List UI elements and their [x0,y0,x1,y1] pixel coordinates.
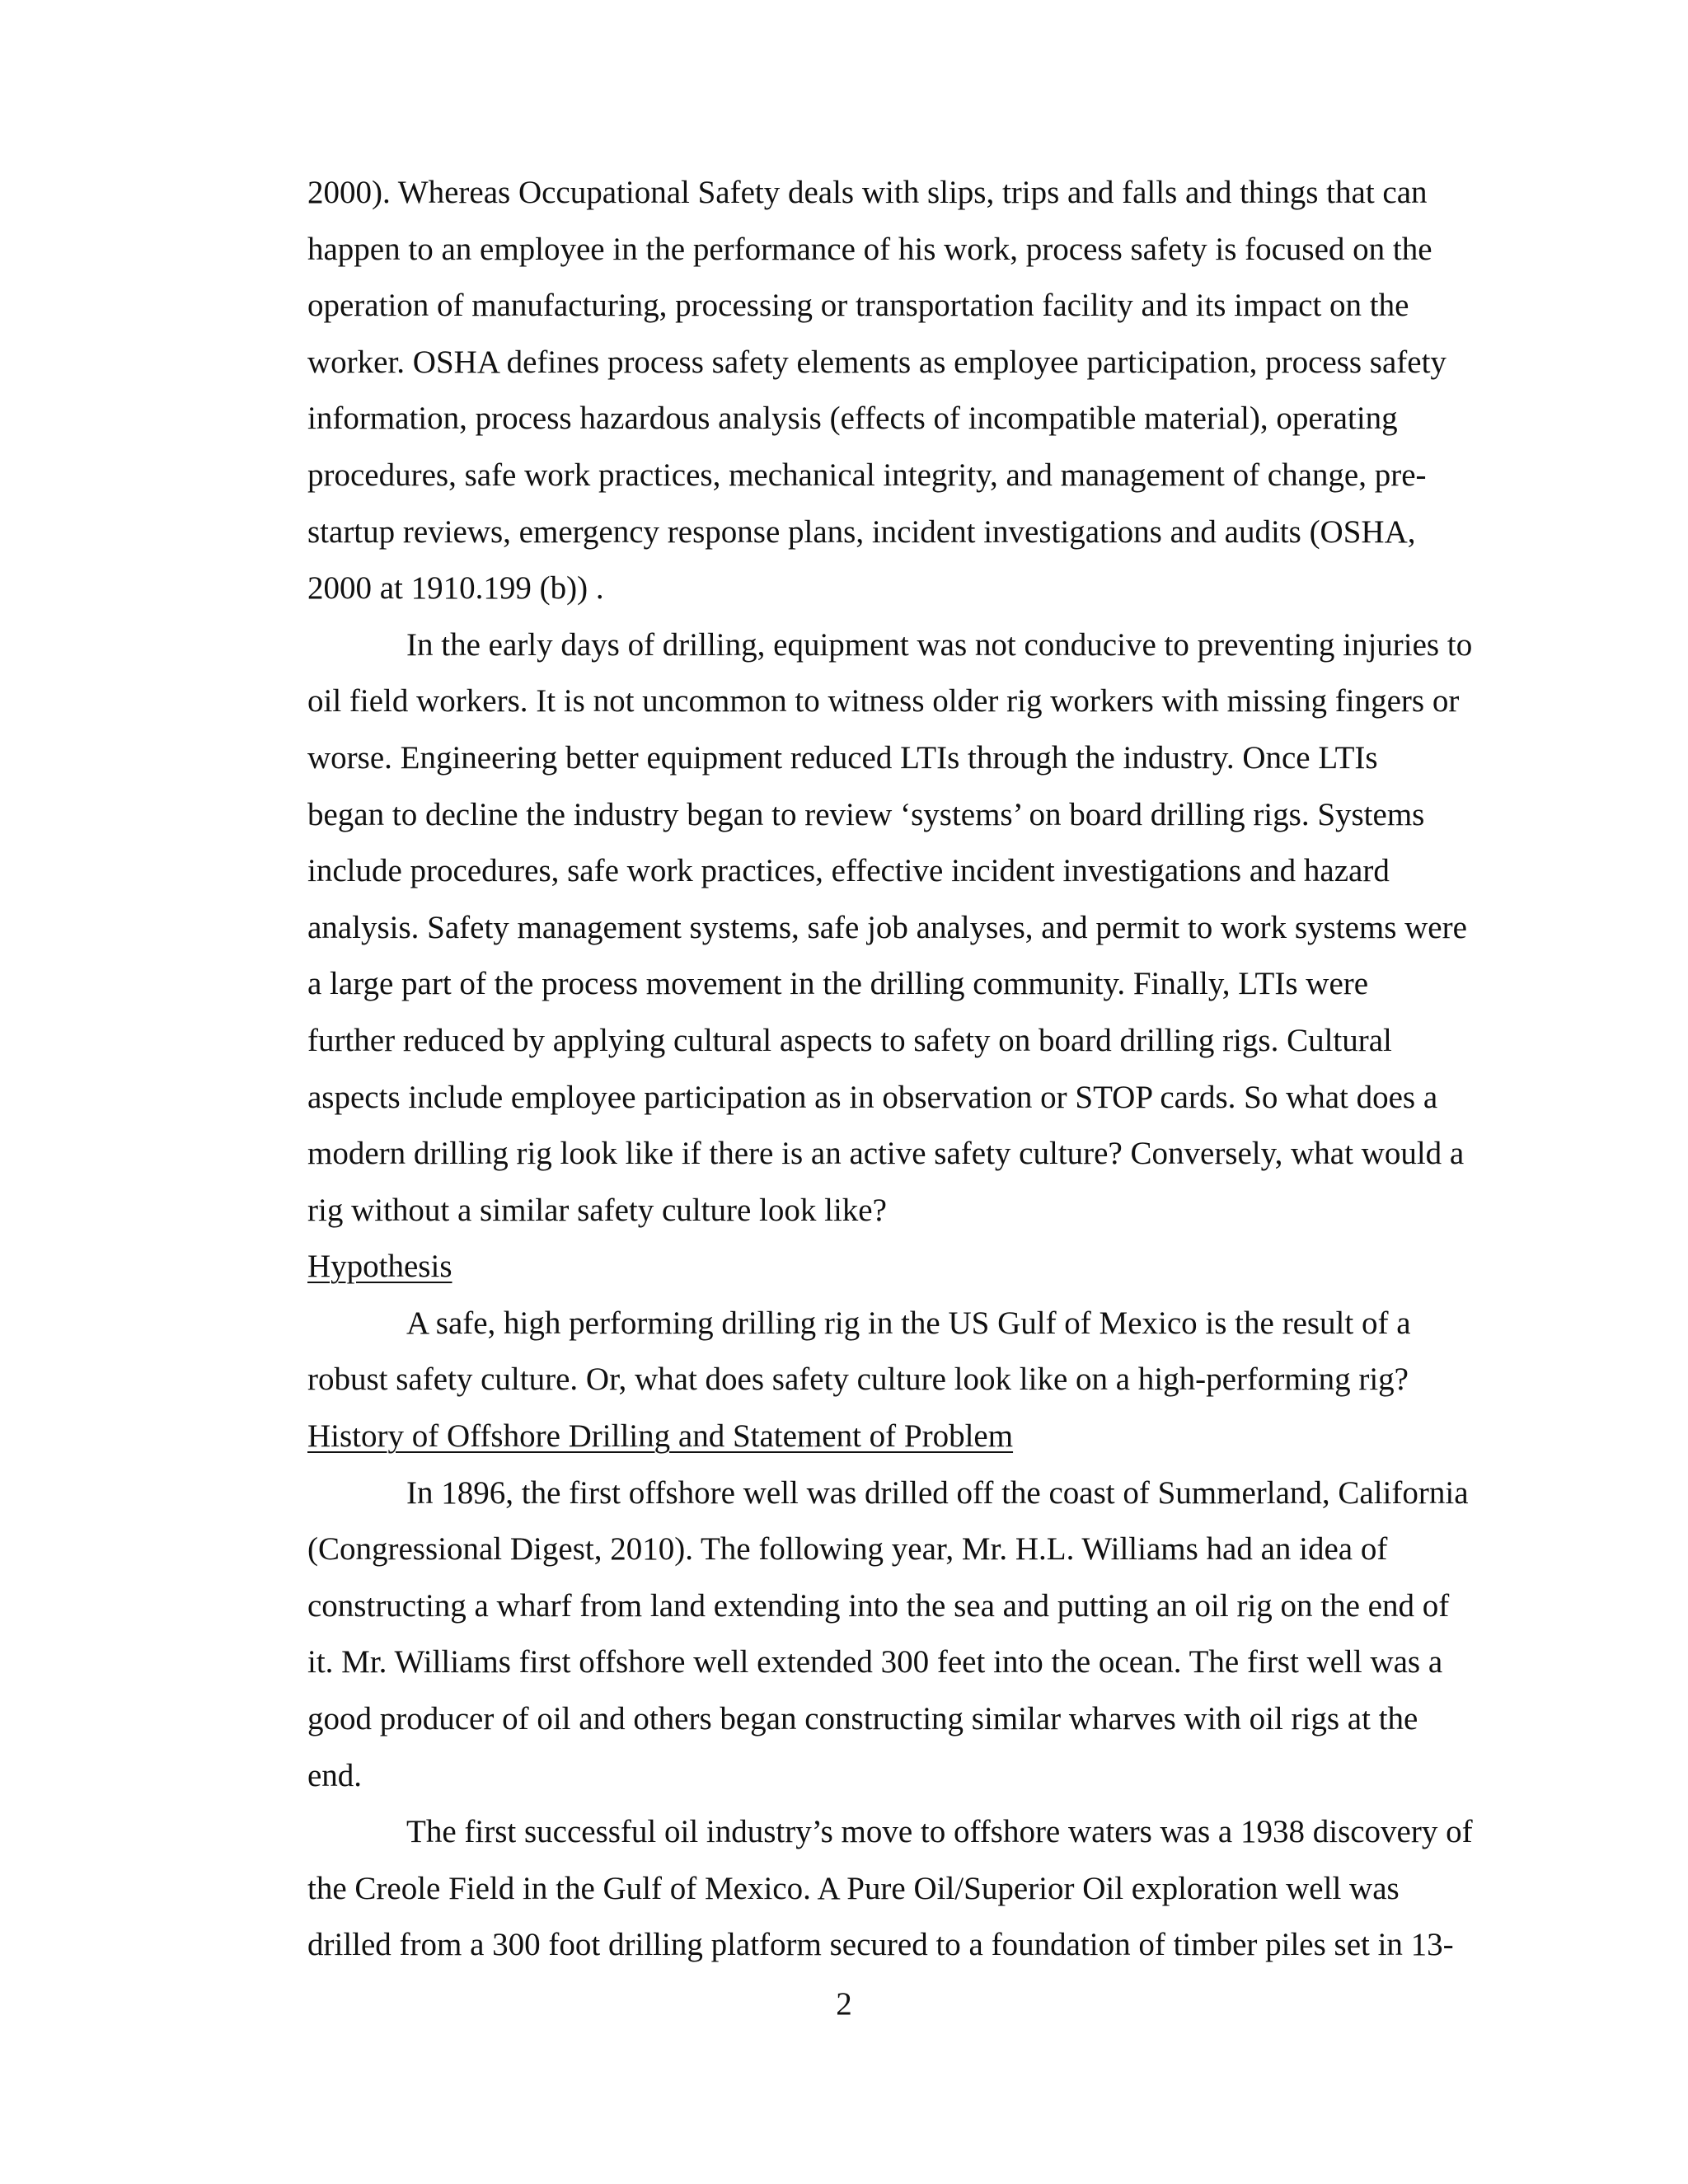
section-heading-text: Hypothesis [307,1249,452,1285]
text-line: include procedures, safe work practices, effective incident investigations and hazard [307,853,1390,889]
text-line: the Creole Field in the Gulf of Mexico. A Pure Oil/Superior Oil exploration well was [307,1870,1400,1906]
text-line: oil field workers. It is not uncommon to witness older rig workers with missing fingers or [307,683,1460,719]
text-line: In 1896, the first offshore well was drilled off the coast of Summerland, California [406,1474,1469,1511]
text-line: operation of manufacturing, processing or transportation facility and its impact on the [307,288,1409,324]
text-line: aspects include employee participation as in observation or STOP cards. So what does a [307,1079,1438,1115]
text-line: (Congressional Digest, 2010). The following year, Mr. H.L. Williams had an idea of [307,1531,1388,1568]
text-line: robust safety culture. Or, what does safety culture look like on a high-performing rig? [307,1361,1409,1398]
section-heading-hypothesis [307,1239,1515,1296]
text-line: The first successful oil industry’s move to offshore waters was a 1938 discovery of [406,1814,1473,1850]
text-line: modern drilling rig look like if there is an active safety culture? Conversely, what would a [307,1136,1465,1172]
text-line: 2000). Whereas Occupational Safety deals with slips, trips and falls and things that can [307,175,1428,210]
section-heading-text: History of Offshore Drilling and Statement of Problem [307,1418,1014,1455]
text-line: it. Mr. Williams first offshore well extended 300 feet into the ocean. The first well was a [307,1644,1443,1680]
text-line: information, process hazardous analysis (effects of incompatible material), operating [307,401,1398,437]
text-line: drilled from a 300 foot drilling platform secured to a foundation of timber piles set in 13- [307,1927,1454,1963]
text-line: happen to an employee in the performance of his work, process safety is focused on the [307,231,1432,267]
text-line: A safe, high performing drilling rig in the US Gulf of Mexico is the result of a [406,1305,1411,1341]
text-line: In the early days of drilling, equipment was not conducive to preventing injuries to [406,626,1473,663]
text-line: began to decline the industry began to review ‘systems’ on board drilling rigs. Systems [307,796,1425,832]
text-line: startup reviews, emergency response plans, incident investigations and audits (OSHA, [307,513,1416,550]
text-line: 2000 at 1910.199 (b)) . [307,570,604,607]
text-line: analysis. Safety management systems, safe job analyses, and permit to work systems were [307,909,1467,945]
text-line: procedures, safe work practices, mechanical integrity, and management of change, pre- [307,457,1427,493]
text-line: worse. Engineering better equipment reduced LTIs through the industry. Once LTIs [307,739,1378,776]
text-line: further reduced by applying cultural aspects to safety on board drilling rigs. Cultural [307,1022,1392,1058]
section-heading-history [307,1408,1515,1465]
text-line: constructing a wharf from land extending into the sea and putting an oil rig on the end of [307,1587,1450,1624]
page-number: 2 [836,1986,852,2022]
text-line: rig without a similar safety culture look like? [307,1192,887,1228]
text-line: a large part of the process movement in the drilling community. Finally, LTIs were [307,966,1369,1002]
body-text [307,165,1515,1974]
text-line: worker. OSHA defines process safety elements as employee participation, process safety [307,344,1447,380]
text-line: good producer of oil and others began constructing similar wharves with oil rigs at the [307,1701,1418,1737]
text-line: end. [307,1757,363,1793]
